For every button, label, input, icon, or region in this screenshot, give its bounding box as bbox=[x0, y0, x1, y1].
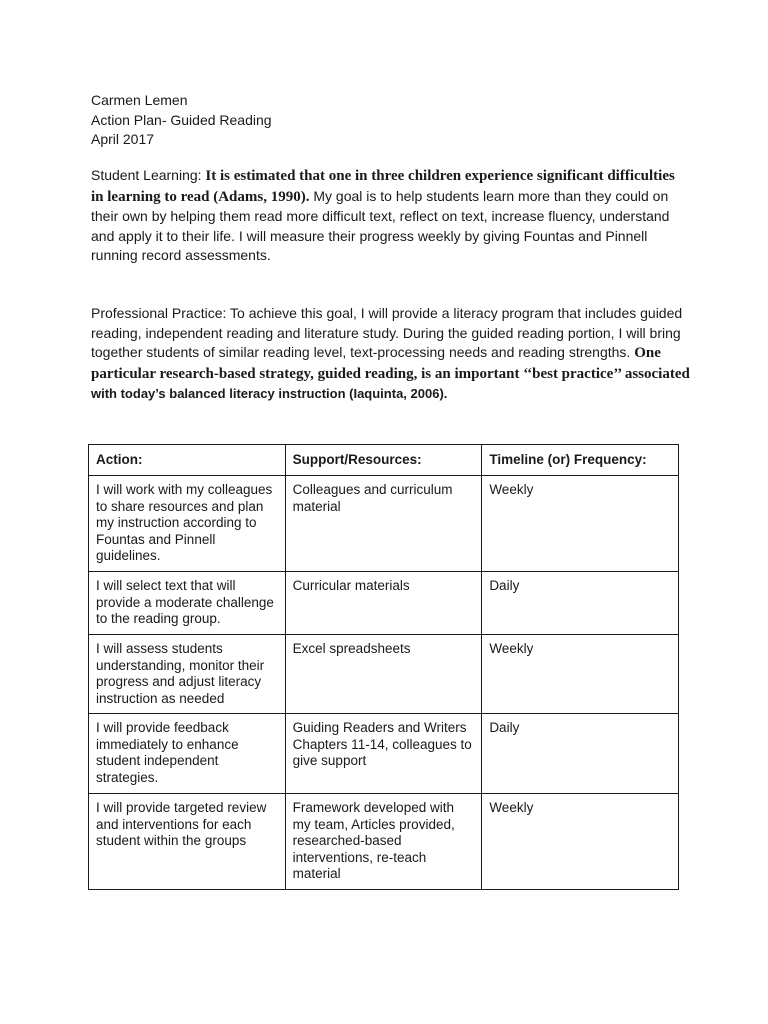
timeline-cell: Weekly bbox=[482, 794, 679, 890]
support-cell: Colleagues and curriculum material bbox=[285, 476, 482, 572]
action-cell: I will assess students understanding, monitor their progress and adjust literacy instruction as needed bbox=[89, 635, 286, 714]
student-learning-body: My goal is to help students learn more than they could on their own by helping them read more difficult text, reflect on text, increase fluency, understand and apply it to their life. I will measure their progress weekly by giving Fountas and Pinnell running record assessments. bbox=[91, 187, 670, 263]
table-row bbox=[89, 635, 679, 714]
student-learning-citation: It is estimated that one in three children experience significant difficulties in learning to read (Adams, 1990). bbox=[91, 168, 675, 205]
support-cell: Curricular materials bbox=[285, 572, 482, 635]
author-name: Carmen Lemen bbox=[91, 92, 188, 108]
action-cell: I will work with my colleagues to share resources and plan my instruction according to Fountas and Pinnell guidelines. bbox=[89, 476, 286, 572]
header-timeline: Timeline (or) Frequency: bbox=[482, 445, 679, 476]
action-cell: I will select text that will provide a moderate challenge to the reading group. bbox=[89, 572, 286, 635]
header-support-resources: Support/Resources: bbox=[285, 445, 482, 476]
document-title: Action Plan- Guided Reading bbox=[91, 111, 272, 128]
table-row bbox=[89, 476, 679, 572]
timeline-cell: Weekly bbox=[482, 635, 679, 714]
student-learning-label: Student Learning: bbox=[91, 167, 206, 183]
action-cell: I will provide feedback immediately to enhance student independent strategies. bbox=[89, 714, 286, 794]
support-cell: Excel spreadsheets bbox=[285, 635, 482, 714]
timeline-cell: Daily bbox=[482, 714, 679, 794]
header-action: Action: bbox=[89, 445, 286, 476]
timeline-cell: Daily bbox=[482, 572, 679, 635]
table-header-row bbox=[89, 445, 679, 476]
document-date: April 2017 bbox=[91, 131, 155, 147]
professional-practice-citation: One particular research-based strategy, guided reading, is an important ‘‘best practice’’ associated bbox=[91, 345, 690, 382]
professional-practice-paragraph bbox=[91, 304, 691, 404]
support-cell: Framework developed with my team, Articles provided, researched-based interventions, re-teach material bbox=[285, 794, 482, 890]
table-row bbox=[89, 572, 679, 635]
professional-practice-citation-end: with today’s balanced literacy instruction (Iaquinta, 2006). bbox=[91, 386, 448, 401]
action-plan-table bbox=[88, 444, 679, 890]
student-learning-paragraph bbox=[91, 166, 691, 266]
table-row bbox=[89, 714, 679, 794]
professional-practice-body: Professional Practice: To achieve this goal, I will provide a literacy program that includes guided reading, independent reading and literature study. During the guided reading portion, I will bring together students of similar reading level, text-processing needs and reading strengths. bbox=[91, 305, 683, 360]
table-row bbox=[89, 794, 679, 890]
action-cell: I will provide targeted review and interventions for each student within the groups bbox=[89, 794, 286, 890]
support-cell: Guiding Readers and Writers Chapters 11-14, colleagues to give support bbox=[285, 714, 482, 794]
timeline-cell: Weekly bbox=[482, 476, 679, 572]
document-header bbox=[91, 91, 272, 150]
